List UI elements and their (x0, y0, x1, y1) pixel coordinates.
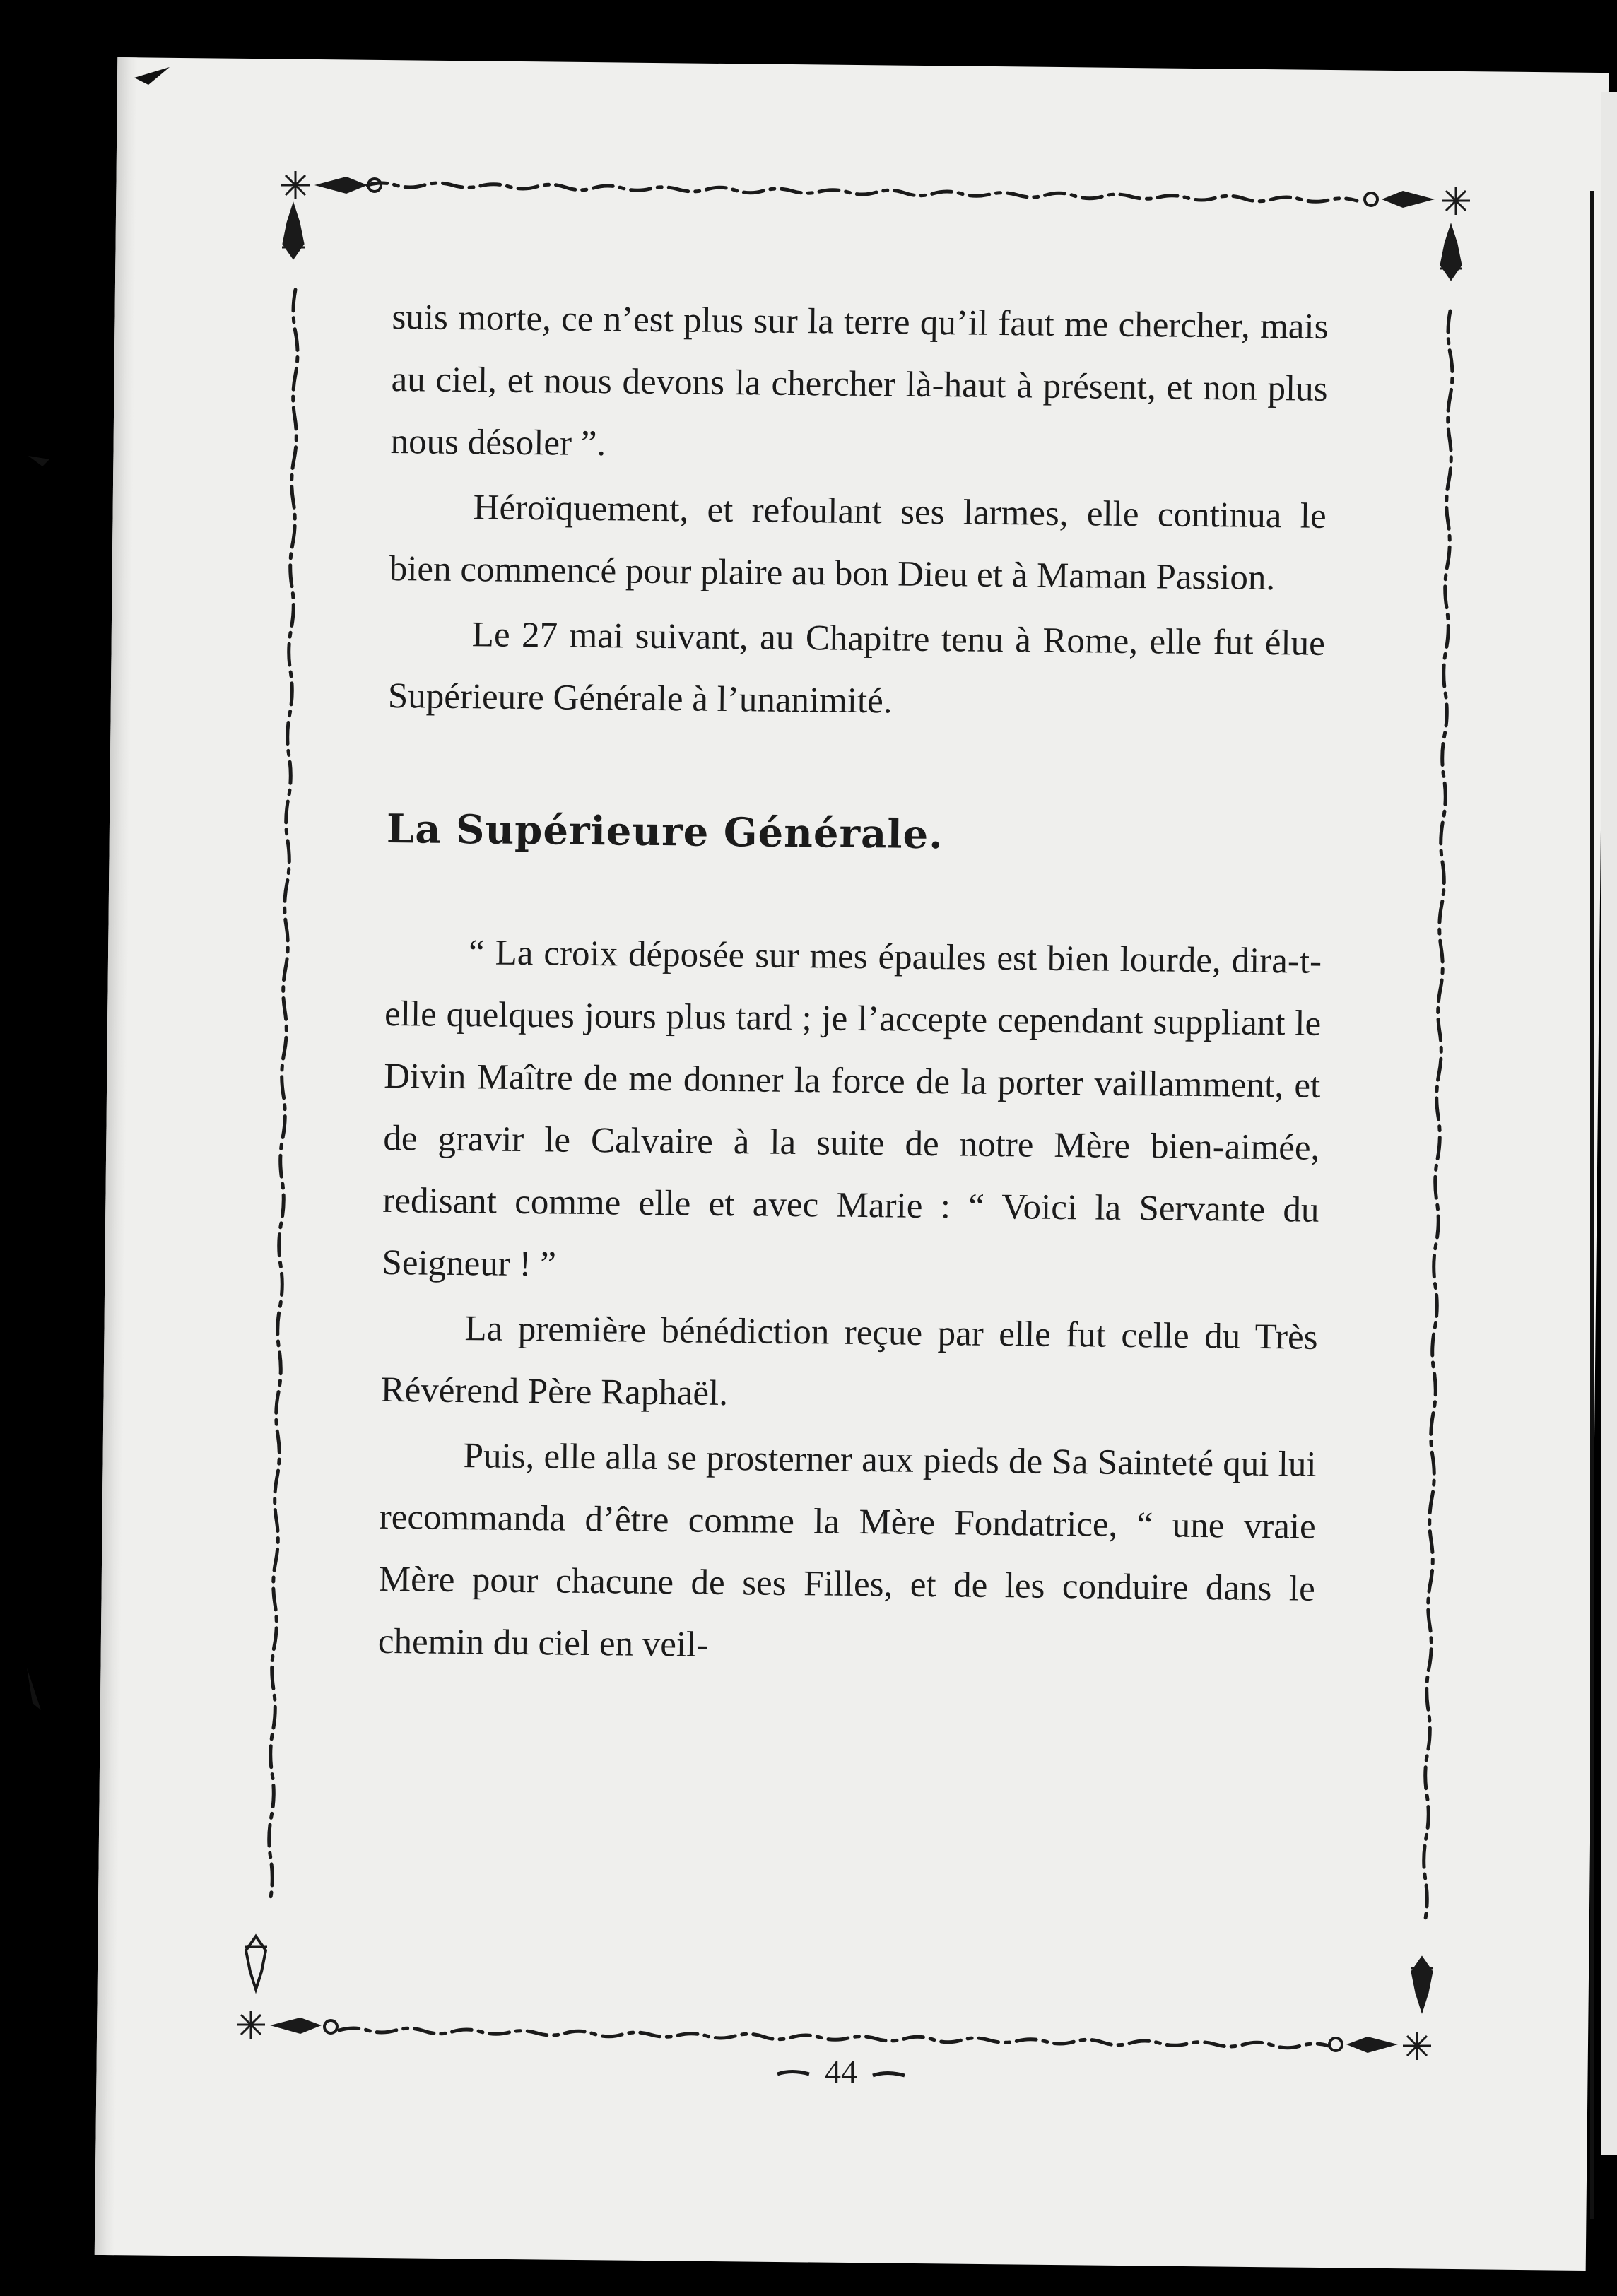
scan-speck (27, 1668, 41, 1710)
scan-speck (28, 456, 49, 466)
arrowhead-ornament-icon (1346, 2037, 1398, 2053)
star-ornament-icon (281, 171, 310, 199)
lantern-ornament-icon (282, 205, 305, 258)
star-ornament-icon (1403, 2032, 1431, 2060)
arrowhead-ornament-icon (1382, 191, 1435, 208)
paragraph: Le 27 mai suivant, au Chapitre tenu à Rome, elle fut élue Supérieure Générale à l’unanimité. (387, 615, 1326, 722)
page-text-block (377, 286, 1329, 1685)
section-heading: La Supérieure Générale. (386, 805, 944, 859)
star-ornament-icon (237, 2011, 265, 2039)
star-ornament-icon (1442, 187, 1470, 215)
scan-speck (134, 67, 170, 85)
paragraph: La première bénédiction reçue par elle fut celle du Très Révérend Père Raphaël. (380, 1309, 1318, 1414)
paragraph: Héroïquement, et refoulant ses larmes, elle continua le bien commencé pour plaire au bon Dieu et à Maman Passion. (389, 488, 1327, 599)
arrowhead-ornament-icon (314, 177, 368, 194)
lantern-ornament-icon (1440, 226, 1462, 279)
lantern-ornament-icon (245, 1936, 267, 1989)
page-number: 44 (825, 2054, 857, 2090)
paragraph: “ La croix déposée sur mes épaules est bien lourde, dira-t-elle quelques jours plus tard ; je l’accepte cependant suppliant le Divin Maître de me donner la force de la porter vaillamment, et de gravir le Calvaire à la suite de notre Mère bien-aimée, redisant comme elle et avec Marie : “ Voici la Servante du Seigneur ! ” (382, 933, 1322, 1285)
lantern-ornament-icon (1411, 1958, 1433, 2011)
arrowhead-ornament-icon (270, 2018, 322, 2034)
paragraph: Puis, elle alla se prosterner aux pieds de Sa Sainteté qui lui recommanda d’être comme la Mère Fondatrice, “ une vraie Mère pour chacune de ses Filles, et de les conduire dans le chemin du ciel en veil- (377, 1436, 1317, 1665)
paragraph: suis morte, ce n’est plus sur la terre qu’il faut me chercher, mais au ciel, et nous devons la chercher là-haut à présent, et non plus nous désoler ”. (390, 297, 1329, 464)
